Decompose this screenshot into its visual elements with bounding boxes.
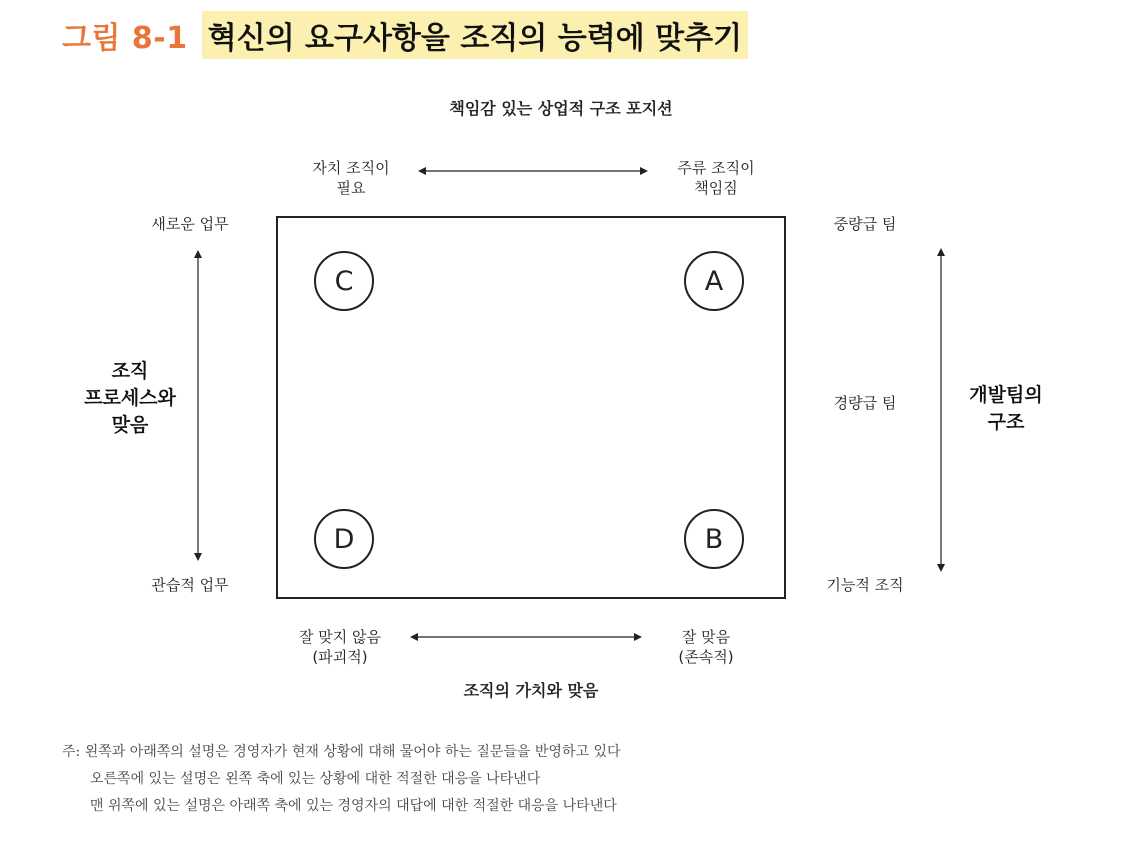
right-axis-title-line1: 개발팀의 (969, 384, 1043, 406)
note-line-1: 주: 왼쪽과 아래쪽의 설명은 경영자가 현재 상황에 대해 물어야 하는 질문들을 반영하고 있다 (62, 744, 621, 760)
quadrant-d: D (314, 509, 374, 569)
figure-title: 혁신의 요구사항을 조직의 능력에 맞추기 (202, 11, 748, 59)
bottom-left-label-line2: (파괴적) (312, 648, 368, 666)
top-left-label-line1: 자치 조직이 (312, 159, 390, 177)
left-top-label: 새로운 업무 (151, 215, 229, 233)
right-axis-title-line2: 구조 (987, 411, 1025, 433)
right-middle-label: 경량급 팀 (833, 394, 897, 412)
right-top-label: 중량급 팀 (833, 215, 897, 233)
left-bottom-label: 관습적 업무 (151, 576, 229, 594)
top-left-label-line2: 필요 (336, 179, 366, 197)
note-line-2: 오른쪽에 있는 설명은 왼쪽 축에 있는 상황에 대한 적절한 대응을 나타낸다 (90, 771, 541, 787)
top-right-label-line1: 주류 조직이 (677, 159, 755, 177)
bottom-right-label-line2: (존속적) (678, 648, 734, 666)
quadrant-a: A (684, 251, 744, 311)
bottom-left-label (276, 627, 404, 667)
left-axis-title-line2: 프로세스와 (84, 387, 176, 409)
bottom-right-label (651, 627, 761, 667)
left-axis-title-line3: 맞음 (111, 414, 149, 436)
top-heading: 책임감 있는 상업적 구조 포지션 (449, 99, 673, 118)
note-line-3: 맨 위쪽에 있는 설명은 아래쪽 축에 있는 경영자의 대답에 대한 적절한 대응을 나타낸다 (90, 798, 617, 814)
bottom-left-label-line1: 잘 맞지 않음 (299, 628, 381, 646)
top-right-label-line2: 책임짐 (694, 179, 738, 197)
left-axis-title-line1: 조직 (111, 360, 149, 382)
quadrant-b: B (684, 509, 744, 569)
right-bottom-label: 기능적 조직 (826, 576, 904, 594)
bottom-right-label-line1: 잘 맞음 (681, 628, 731, 646)
quadrant-c: C (314, 251, 374, 311)
bottom-axis-title: 조직의 가치와 맞음 (463, 681, 599, 700)
figure-label: 그림 8-1 (62, 21, 188, 56)
